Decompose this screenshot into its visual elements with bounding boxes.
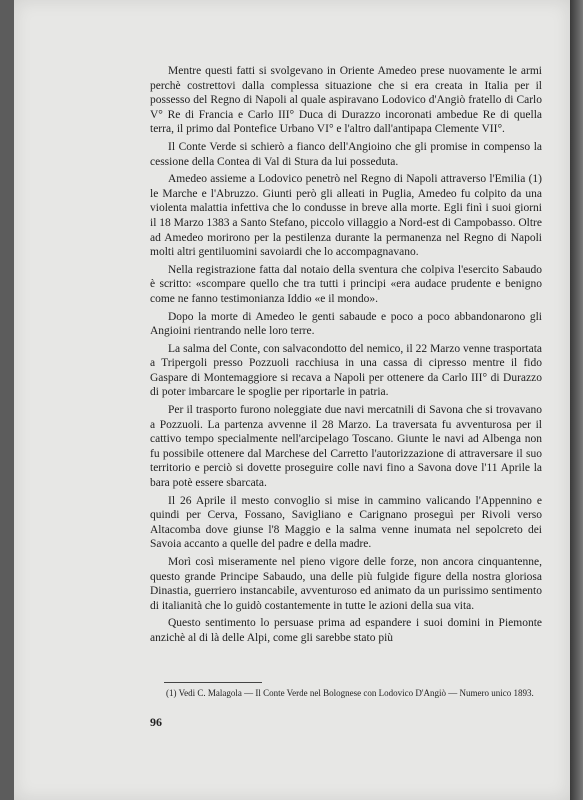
paragraph: Per il trasporto furono noleggiate due navi mercatnili di Savona che si trovavano a Pozzuoli. La partenza avvenne il 28 Marzo. La traversata fu avventurosa per il cattivo tempo specialmente nell'arcipelago Toscano. Giunte le navi ad Albenga non fu possibile ottenere dal Marchese del Carretto l'autorizzazione di attraversare il suo territorio e perciò si dovette proseguire colle navi fino a Savona dove l'11 Aprile la bara potè essere sbarcata. (150, 404, 542, 490)
paragraph: Il 26 Aprile il mesto convoglio si mise in cammino valicando l'Appennino e quindi per Cerva, Fossano, Savigliano e Carignano proseguì per Rivoli verso Altacomba dove giunse l'8 Maggio e la salma venne inumata nel sepolcreto dei Savoia accanto a quelle del padre e della madre. (150, 494, 542, 551)
body-text (150, 64, 542, 649)
paragraph: Amedeo assieme a Lodovico penetrò nel Regno di Napoli attraverso l'Emilia (1) le Marche e l'Abruzzo. Giunti però gli alleati in Puglia, Amedeo fu colpito da una violenta malattia infettiva che lo condusse in breve alla morte. Egli finì i suoi giorni il 18 Marzo 1383 a Santo Stefano, piccolo villaggio a Nord-est di Campobasso. Oltre ad Amedeo morirono per la pestilenza durante la permanenza nel Regno di Napoli molti altri gentiluomini savoiardi che lo accompagnavano. (150, 173, 542, 259)
book-page (14, 0, 570, 800)
paragraph: Nella registrazione fatta dal notaio della sventura che colpiva l'esercito Sabaudo è scritto: «scompare quello che tra tutti i principi «era audace prudente e benigno come ne fanno testimonianza Iddio «e il mondo». (150, 263, 542, 305)
paragraph: Questo sentimento lo persuase prima ad espandere i suoi domini in Piemonte anzichè al di là delle Alpi, come gli sarebbe stato più (150, 617, 542, 644)
paragraph: Morì così miseramente nel pieno vigore delle forze, non ancora cinquantenne, questo grande Principe Sabaudo, una delle più fulgide figure della nostra gloriosa Dinastia, guerriero instancabile, avventuroso ed animato da un purissimo sentimento di italianità che lo guidò costantemente in tutte le azioni della sua vita. (150, 556, 542, 612)
paragraph: Il Conte Verde si schierò a fianco dell'Angioino che gli promise in compenso la cessione della Contea di Val di Stura da lui posseduta. (150, 140, 542, 168)
page-edge-shadow (570, 0, 583, 800)
paragraph: Dopo la morte di Amedeo le genti sabaude e poco a poco abbandonarono gli Angioini rientrando nelle loro terre. (150, 310, 542, 338)
paragraph: La salma del Conte, con salvacondotto del nemico, il 22 Marzo venne trasportata a Tripergoli presso Pozzuoli racchiusa in una cassa di cipresso mentre il fido Gaspare di Montemaggiore si recava a Napoli per ottenere da Carlo III° di Durazzo di poter imbarcare le spoglie per riportarle in patria. (150, 342, 542, 399)
footnote-divider (164, 682, 262, 683)
page-number: 96 (150, 715, 162, 729)
footnote: (1) Vedi C. Malagola — Il Conte Verde nel Bolognese con Lodovico D'Angiò — Numero unico 1893. (166, 688, 534, 698)
paragraph: Mentre questi fatti si svolgevano in Oriente Amedeo prese nuovamente le armi perchè costrettovi dalla complessa situazione che si era creata in Italia per il possesso del Regno di Napoli al quale aspiravano Lodovico d'Angiò fratello di Carlo V° Re di Francia e Carlo III° Duca di Durazzo incoronati ambedue Re di quella terra, il primo dal Pontefice Urbano VI° e l'altro dall'antipapa Clemente VII°. (150, 65, 542, 136)
